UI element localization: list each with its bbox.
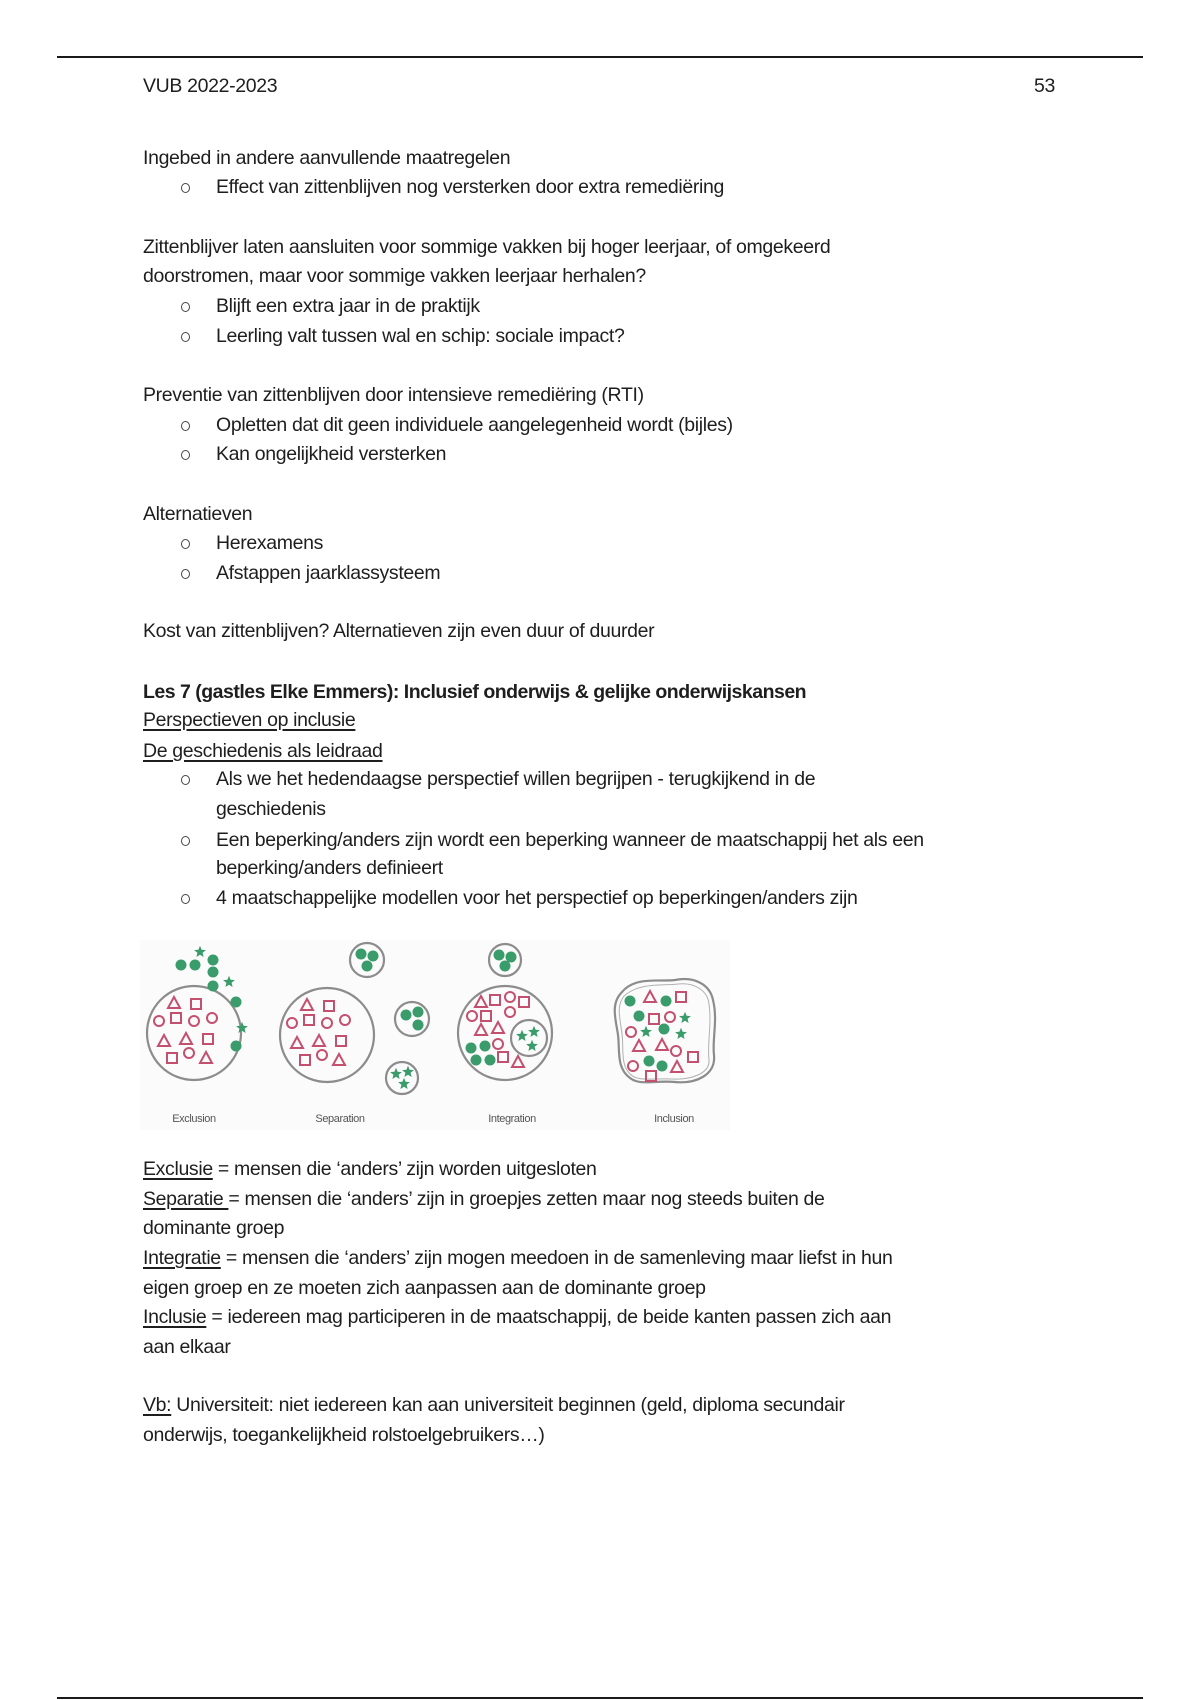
bullet-icon (181, 183, 190, 193)
bullet-icon (181, 569, 190, 579)
minority-dot (208, 981, 219, 992)
page-number: 53 (1034, 75, 1055, 97)
list-item: Afstappen jaarklassysteem (216, 562, 441, 584)
inclusion-models-diagram (140, 940, 740, 1130)
list-item: 4 maatschappelijke modellen voor het perspectief op beperkingen/anders zijn (216, 887, 858, 909)
label-exclusion: Exclusion (172, 1113, 216, 1125)
term-exclusie: Exclusie (143, 1158, 213, 1180)
list-item-continuation: beperking/anders definieert (216, 857, 443, 879)
definition-text: = mensen die ‘anders’ zijn worden uitgesloten (212, 1158, 597, 1180)
term-example: Vb: (143, 1394, 172, 1416)
definition-integratie (143, 1246, 893, 1270)
label-integration: Integration (488, 1113, 536, 1125)
section-title-ingebed: Ingebed in andere aanvullende maatregelen (143, 147, 511, 169)
bullet-icon (181, 450, 190, 460)
term-inclusie: Inclusie (143, 1306, 207, 1328)
bullet-icon (181, 894, 190, 904)
subheading-perspectieven: Perspectieven op inclusie (143, 709, 356, 731)
bullet-icon (181, 539, 190, 549)
minority-dot (362, 961, 373, 972)
section-title-alternatieven: Alternatieven (143, 503, 253, 525)
footer-rule (57, 1697, 1143, 1699)
minority-dot (401, 1010, 412, 1021)
minority-dot (506, 952, 517, 963)
label-separation: Separation (315, 1113, 365, 1125)
minority-dot (644, 1056, 655, 1067)
list-item: Effect van zittenblijven nog versterken door extra remediëring (216, 176, 724, 198)
minority-dot (657, 1061, 668, 1072)
section-title-preventie: Preventie van zittenblijven door intensieve remediëring (RTI) (143, 384, 644, 406)
definition-separatie (143, 1187, 825, 1211)
paragraph-line: Zittenblijver laten aansluiten voor sommige vakken bij hoger leerjaar, of omgekeerd (143, 236, 831, 258)
minority-dot (634, 1011, 645, 1022)
definition-text: = iedereen mag participeren in de maatschappij, de beide kanten passen zich aan (206, 1306, 892, 1328)
term-separatie: Separatie (143, 1188, 229, 1210)
bullet-icon (181, 836, 190, 846)
example-continuation: onderwijs, toegankelijkheid rolstoelgebruikers…) (143, 1424, 545, 1446)
list-item: Herexamens (216, 532, 324, 554)
label-inclusion: Inclusion (654, 1113, 694, 1125)
minority-dot (471, 1055, 482, 1066)
minority-dot (480, 1041, 491, 1052)
minority-dot (500, 961, 511, 972)
minority-dot (413, 1020, 424, 1031)
minority-dot (661, 996, 672, 1007)
list-item: Een beperking/anders zijn wordt een beperking wanneer de maatschappij het als een (216, 829, 924, 851)
minority-dot (231, 997, 242, 1008)
definition-continuation: eigen groep en ze moeten zich aanpassen aan de dominante groep (143, 1277, 706, 1299)
minority-dot (208, 955, 219, 966)
list-item: Als we het hedendaagse perspectief willen begrijpen - terugkijkend in de (216, 768, 816, 790)
diagram-background (140, 940, 730, 1130)
list-item: Leerling valt tussen wal en schip: sociale impact? (216, 325, 625, 347)
bullet-icon (181, 332, 190, 342)
definition-continuation: dominante groep (143, 1217, 285, 1239)
example-line (143, 1393, 845, 1417)
minority-dot (176, 960, 187, 971)
minority-dot (625, 996, 636, 1007)
minority-dot (231, 1041, 242, 1052)
minority-dot (485, 1055, 496, 1066)
paragraph-line: doorstromen, maar voor sommige vakken leerjaar herhalen? (143, 265, 646, 287)
lesson-title: Les 7 (gastles Elke Emmers): Inclusief onderwijs & gelijke onderwijskansen (143, 681, 807, 703)
definition-exclusie (143, 1157, 597, 1181)
list-item: Blijft een extra jaar in de praktijk (216, 295, 480, 317)
list-item: Kan ongelijkheid versterken (216, 443, 447, 465)
minority-dot (466, 1043, 477, 1054)
example-text: Universiteit: niet iedereen kan aan universiteit beginnen (geld, diploma secundair (171, 1394, 845, 1416)
subheading-geschiedenis: De geschiedenis als leidraad (143, 740, 383, 762)
bullet-icon (181, 302, 190, 312)
minority-dot (208, 967, 219, 978)
minority-dot (190, 960, 201, 971)
term-integratie: Integratie (143, 1247, 221, 1269)
course-year: VUB 2022-2023 (143, 75, 278, 97)
paragraph-kost: Kost van zittenblijven? Alternatieven zijn even duur of duurder (143, 620, 655, 642)
definition-continuation: aan elkaar (143, 1336, 231, 1358)
minority-dot (356, 949, 367, 960)
bullet-icon (181, 421, 190, 431)
bullet-icon (181, 775, 190, 785)
list-item: Opletten dat dit geen individuele aangelegenheid wordt (bijles) (216, 414, 733, 436)
header-rule (57, 56, 1143, 58)
minority-dot (368, 951, 379, 962)
list-item-continuation: geschiedenis (216, 798, 326, 820)
definition-inclusie (143, 1305, 891, 1329)
minority-dot (659, 1024, 670, 1035)
minority-dot (494, 950, 505, 961)
definition-text: = mensen die ‘anders’ zijn mogen meedoen in de samenleving maar liefst in hun (220, 1247, 893, 1269)
minority-dot (413, 1007, 424, 1018)
definition-text: = mensen die ‘anders’ zijn in groepjes zetten maar nog steeds buiten de (228, 1188, 825, 1210)
